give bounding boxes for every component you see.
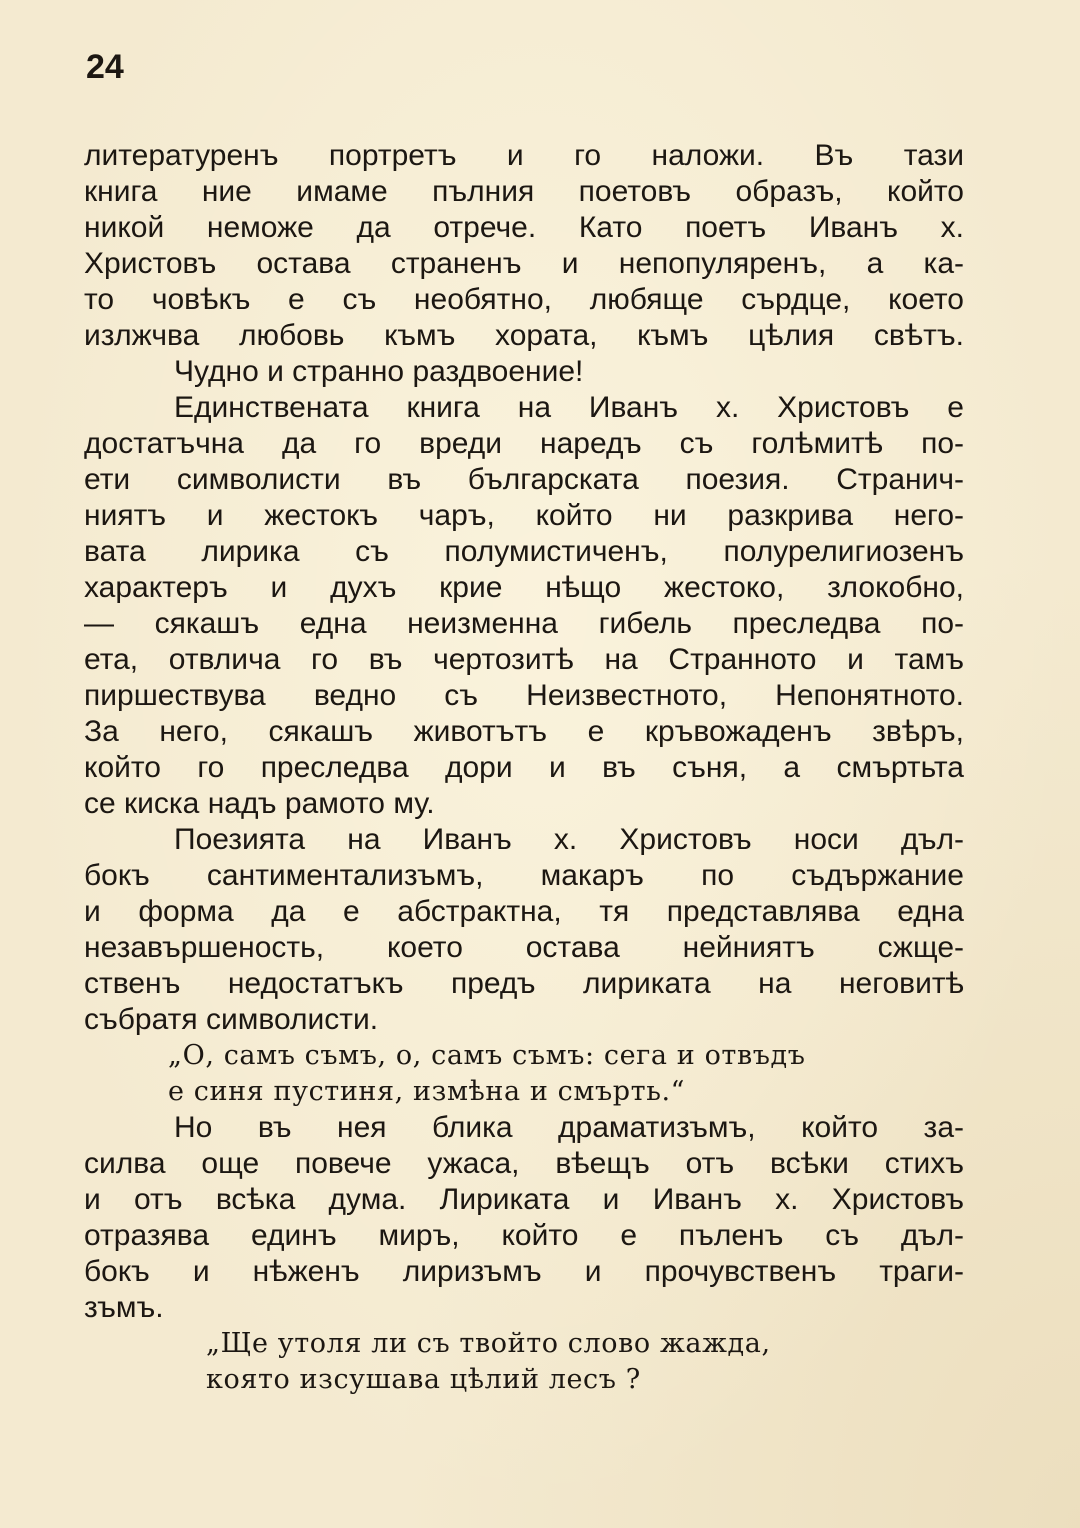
text-line: излжчва любовь къмъ хората, къмъ цѣлия свѣтъ. bbox=[84, 319, 964, 352]
text-line: ета, отвлича го въ чертозитѣ на Странното и тамъ bbox=[84, 643, 964, 676]
text-line: Христовъ остава страненъ и непопуляренъ, а ка- bbox=[84, 247, 964, 280]
text-line: никой неможе да отрече. Като поетъ Иванъ х. bbox=[84, 211, 964, 244]
text-line: Единствената книга на Иванъ х. Христовъ е bbox=[174, 391, 964, 424]
text-line: то човѣкъ е съ необятно, любяще сърдце, което bbox=[84, 283, 964, 316]
text-line: Но въ нея блика драматизъмъ, който за- bbox=[174, 1111, 964, 1144]
text-line: За него, сякашъ животътъ е кръвожаденъ звѣръ, bbox=[84, 715, 964, 748]
text-line: Чудно и странно раздвоение! bbox=[174, 355, 584, 388]
quote-line: е синя пустиня, измѣна и смърть.“ bbox=[168, 1076, 686, 1107]
text-line: отразява единъ миръ, който е пъленъ съ дъл- bbox=[84, 1219, 964, 1252]
text-line: ственъ недостатъкъ предъ лириката на неговитѣ bbox=[84, 967, 964, 1000]
text-line: силва още повече ужаса, вѣещъ отъ всѣки стихъ bbox=[84, 1147, 964, 1180]
text-line: ниятъ и жестокъ чаръ, който ни разкрива него- bbox=[84, 499, 964, 532]
text-line: достатъчна да го вреди наредъ съ голѣмитѣ по- bbox=[84, 427, 964, 460]
quote-line: „О, самъ съмъ, о, самъ съмъ: сега и отвъдъ bbox=[168, 1040, 806, 1071]
text-line: и форма да е абстрактна, тя представлява една bbox=[84, 895, 964, 928]
text-line: бокъ сантиментализъмъ, макаръ по съдържание bbox=[84, 859, 964, 892]
text-line: незавършеность, което остава нейниятъ сжще- bbox=[84, 931, 964, 964]
text-line: — сякашъ една неизменна гибель преследва по- bbox=[84, 607, 964, 640]
text-line: характеръ и духъ крие нѣщо жестоко, злокобно, bbox=[84, 571, 964, 604]
text-line: Поезията на Иванъ х. Христовъ носи дъл- bbox=[174, 823, 964, 856]
page-text bbox=[84, 138, 964, 1398]
page-number: 24 bbox=[86, 48, 124, 86]
text-line: който го преследва дори и въ съня, а смъртьта bbox=[84, 751, 964, 784]
text-line: литературенъ портретъ и го наложи. Въ тази bbox=[84, 139, 964, 172]
quote-line: която изсушава цѣлий лесъ ? bbox=[206, 1364, 641, 1395]
text-line: се киска надъ рамото му. bbox=[84, 787, 435, 820]
text-line: книга ние имаме пълния поетовъ образъ, който bbox=[84, 175, 964, 208]
quote-line: „Ще утоля ли съ твойто слово жажда, bbox=[206, 1328, 771, 1359]
text-line: бокъ и нѣженъ лиризъмъ и прочувственъ траги- bbox=[84, 1255, 964, 1288]
text-line: събратя символисти. bbox=[84, 1003, 379, 1036]
text-line: вата лирика съ полумистиченъ, полурелигиозенъ bbox=[84, 535, 964, 568]
text-line: ети символисти въ българската поезия. Странич- bbox=[84, 463, 964, 496]
text-line: и отъ всѣка дума. Лириката и Иванъ х. Христовъ bbox=[84, 1183, 964, 1216]
text-line: зъмъ. bbox=[84, 1291, 164, 1324]
text-line: пиршествува ведно съ Неизвестното, Непонятното. bbox=[84, 679, 964, 712]
